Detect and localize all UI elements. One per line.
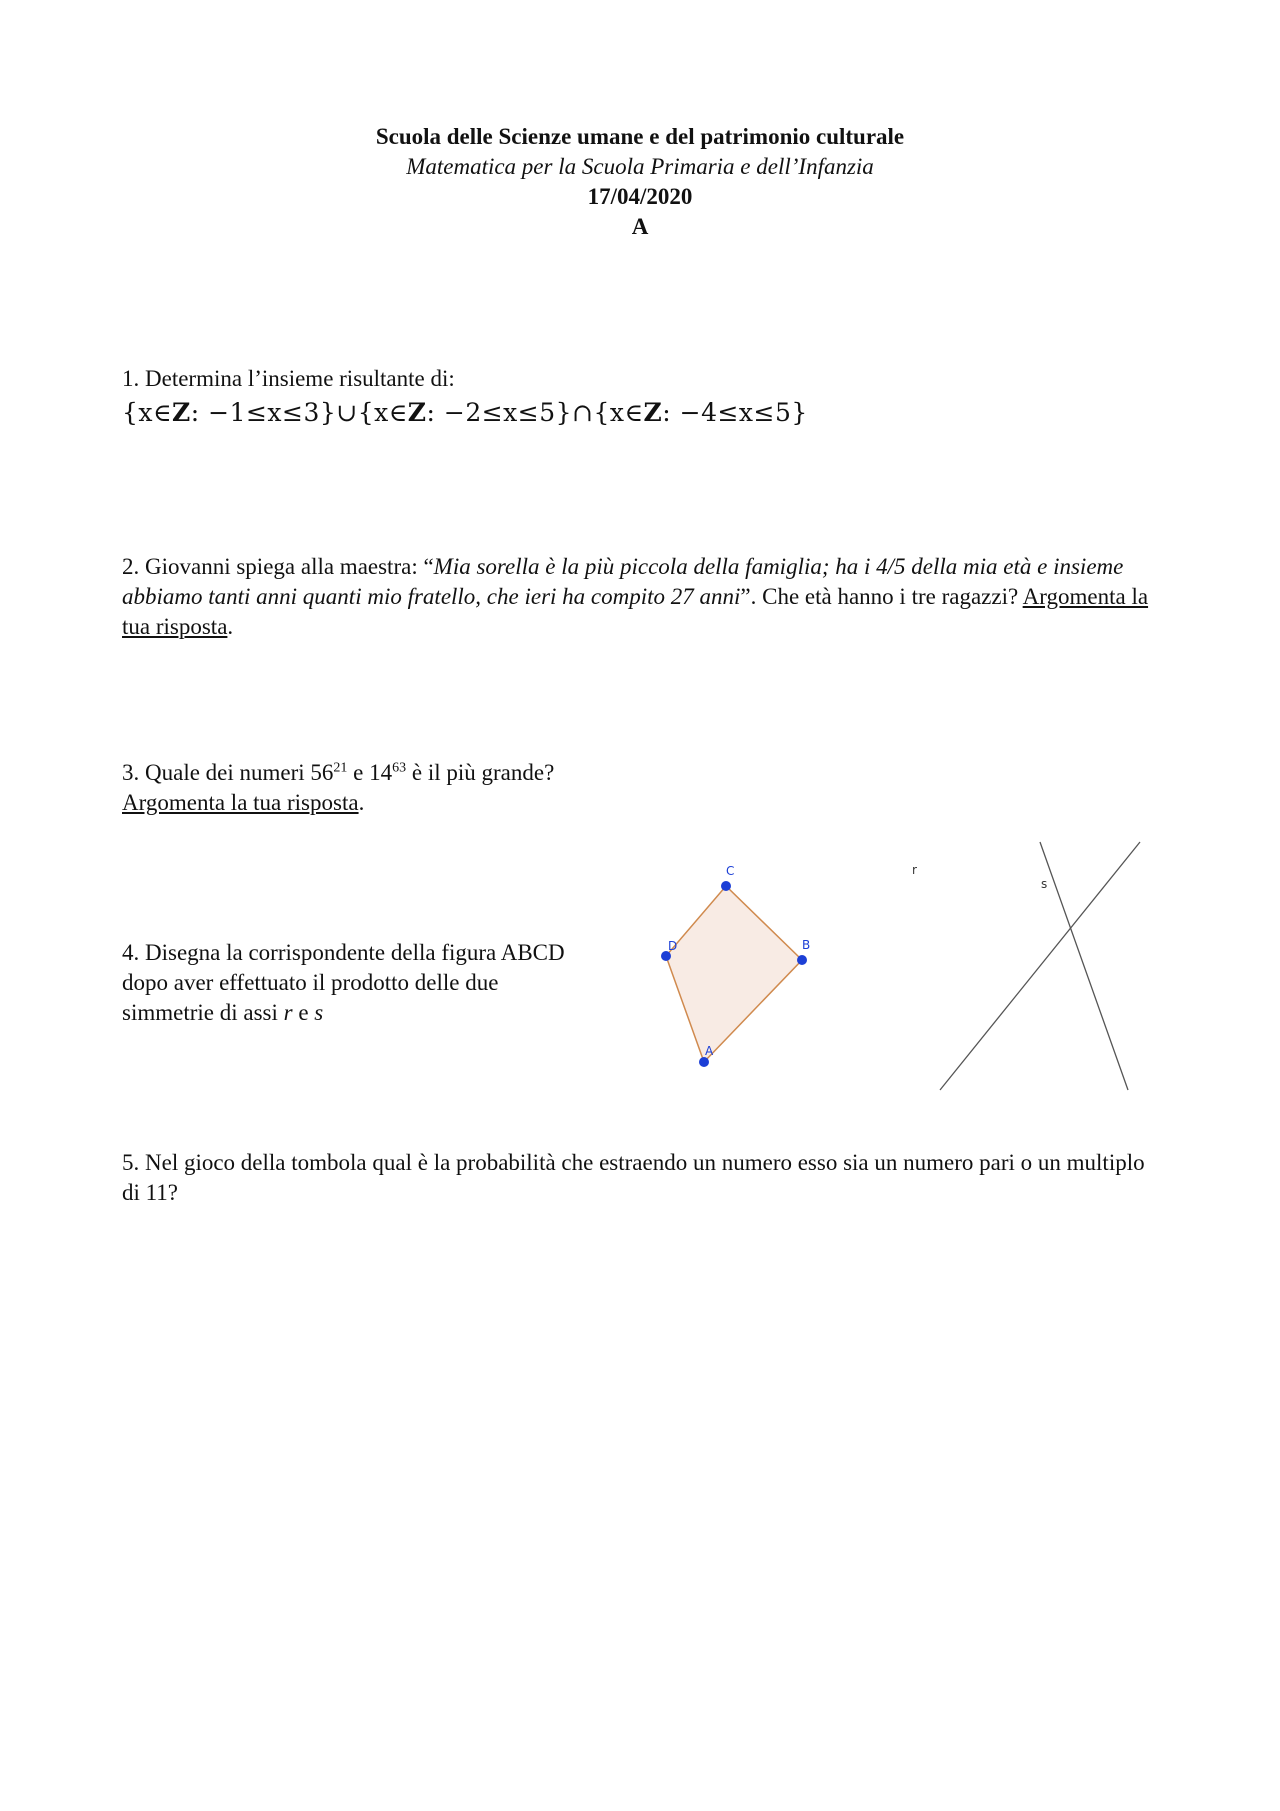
question-1 (122, 364, 808, 428)
question-3-argue: Argomenta la tua risposta (122, 790, 359, 815)
union-operator: ∪ (336, 398, 358, 427)
question-2-intro: 2. Giovanni spiega alla maestra: “ (122, 554, 434, 579)
set-a-open: {x∈ (122, 398, 173, 427)
set-c-open: {x∈ (593, 398, 644, 427)
question-4 (122, 938, 565, 1028)
label-d: D (668, 939, 678, 953)
question-4-conjunction: e (292, 1000, 315, 1025)
question-3-suffix: è il più grande? (406, 760, 555, 785)
quadrilateral-abcd (666, 886, 802, 1062)
question-3 (122, 758, 554, 818)
set-b-integers: Z (407, 398, 427, 427)
school-name: Scuola delle Scienze umane e del patrimonio culturale (375, 124, 905, 149)
question-3-line (122, 758, 554, 788)
exam-header (0, 122, 1280, 242)
set-b-condition: : −2≤x≤5} (426, 398, 573, 427)
symmetry-figure (640, 830, 1160, 1100)
question-2-after-quote: ”. Che età hanno i tre ragazzi? (740, 584, 1023, 609)
question-3-argue-line (122, 788, 554, 818)
label-b: B (802, 938, 811, 952)
number-2-base: 14 (369, 760, 393, 785)
question-5: 5. Nel gioco della tombola qual è la probabilità che estraendo un numero esso sia un numero pari o un multiplo di 11? (122, 1150, 1145, 1205)
set-b-open: {x∈ (357, 398, 408, 427)
course-name: Matematica per la Scuola Primaria e dell’Infanzia (406, 154, 874, 179)
set-c-integers: Z (643, 398, 663, 427)
label-a: A (705, 1044, 714, 1058)
label-s: s (1041, 877, 1048, 891)
question-3-mid: e (347, 760, 370, 785)
question-1-text: 1. Determina l’insieme risultante di: (122, 366, 455, 391)
axis-r-line (940, 842, 1140, 1090)
set-a-condition: : −1≤x≤3} (190, 398, 337, 427)
intersection-operator: ∩ (572, 398, 594, 427)
question-4-line-3 (122, 998, 565, 1028)
point-b (797, 955, 807, 965)
question-2-period: . (227, 614, 234, 639)
number-2-exponent: 63 (392, 760, 407, 776)
question-4-line-2: dopo aver effettuato il prodotto delle due (122, 970, 499, 995)
set-c-condition: : −4≤x≤5} (662, 398, 808, 427)
label-r: r (912, 863, 917, 877)
question-2 (122, 552, 1162, 642)
exam-version: A (631, 214, 649, 239)
point-a (699, 1057, 709, 1067)
number-1-base: 56 (310, 760, 334, 785)
set-a-integers: Z (172, 398, 191, 427)
question-3-period: . (358, 790, 365, 815)
question-4-line-3-prefix: simmetrie di assi (122, 1000, 284, 1025)
axis-s-line (1040, 842, 1128, 1090)
question-2-argue: Argomenta la tua risposta (122, 584, 1149, 639)
question-1-expression (122, 398, 808, 428)
exam-date: 17/04/2020 (587, 184, 693, 209)
point-c (721, 881, 731, 891)
label-c: C (726, 864, 735, 878)
number-1-exponent: 21 (333, 760, 348, 776)
question-3-prefix: 3. Quale dei numeri (122, 760, 311, 785)
axis-r-name: r (283, 1000, 293, 1025)
axis-s-name: s (314, 1000, 324, 1025)
question-2-quote: Mia sorella è la più piccola della famiglia; ha i 4/5 della mia età e insieme abbiamo tanti anni quanti mio fratello, che ieri ha compito 27 anni (122, 554, 1124, 609)
question-4-line-1: 4. Disegna la corrispondente della figura ABCD (122, 940, 565, 965)
